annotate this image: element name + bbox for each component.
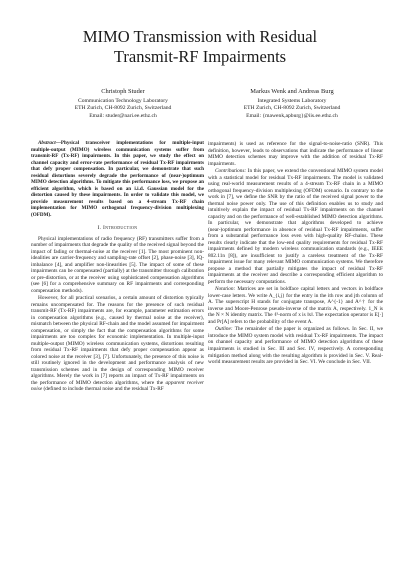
right-column: [208, 141, 383, 366]
title-line-1: MIMO Transmission with Residual: [82, 27, 318, 46]
author-name: Markus Wenk and Andreas Burg: [250, 88, 334, 95]
abstract: [31, 140, 204, 218]
author-email: Email: {mawenk,apburg}@iis.ee.ethz.ch: [246, 112, 338, 119]
intro-paragraph-2b: (defined to include thermal noise and the residual Tx-RF: [42, 386, 164, 393]
notation-paragraph: [208, 286, 383, 325]
outline-label: Outline:: [215, 326, 233, 333]
intro-paragraph-2: [31, 295, 204, 393]
intro-paragraph-1: Physical implementations of radio frequency (RF) transmitters suffer from a number of impairments that degrade the quality of the received signal beyond the impact of fading or thermal-noise at the receiver [1]. The most prominent non-idealities are carrier-frequency and sampling-rate offset [2], phase-noise [3], IQ-imbalance [4], and amplifier non-linearities [5]. The impact of some of these impairments can be compensated (partially) at the transmitter through calibration or pre-distortion, or at the receiver using sophisticated compensation algorithms (see [6] for a comprehensive summary on RF impairments and corresponding compensation methods).: [31, 235, 204, 294]
abstract-text: —Physical transceiver implementations for multiple-input multiple-output (MIMO) wireless communication systems suffer from transmit-RF (Tx-RF) impairments. In this paper, we study the effect on channel capacity and error-rate performance of residual Tx-RF impairments that defy proper compensation. In particular, we demonstrate that such residual distortions severely degrade the performance of (near-)optimum MIMO detection algorithms. To mitigate this performance loss, we propose an efficient algorithm, which is based on an i.i.d. Gaussian model for the distortion caused by these impairments. In order to validate this model, we provide measurement results based on a 4-stream Tx-RF chain implementation for MIMO orthogonal frequency-division multiplexing (OFDM).: [31, 140, 204, 218]
notation-label: Notation:: [215, 286, 236, 293]
author-email: Email: studer@nari.ee.ethz.ch: [89, 112, 157, 119]
left-column: [31, 140, 204, 393]
paper-title: [0, 27, 400, 67]
author-name: Christoph Studer: [101, 88, 145, 95]
title-line-2: Transmit-RF Impairments: [113, 47, 287, 66]
intro-paragraph-2a: However, for all practical scenarios, a certain amount of distortion typically remains uncompensated for. The reasons for the presence of such residual transmit-RF (Tx-RF) impairments are, for example, parameter estimation errors in compensation algorithms (e.g., caused by thermal noise at the receiver), mismatch between the physical RF-chain and the model assumed for impairment compensation, or simply the fact that the compensation algorithms for some impairments are too complex for economic implementation. In multiple-input multiple-output (MIMO) wireless communication systems, distortions resulting from residual Tx-RF impairments that defy proper compensation appear as colored noise at the receiver [3], [7]. Unfortunately, the presence of this noise is still routinely ignored in the development and performance analysis of new transmission schemes and in the design of corresponding MIMO receiver algorithms. Merely the work in [7] reports an impact of Tx-RF impairments on the performance of MIMO detection algorithms, where the: [31, 295, 204, 386]
author-institution: ETH Zurich, CH-8092 Zurich, Switzerland: [243, 105, 341, 112]
intro-emphasis: apparent receiver noise: [31, 379, 204, 393]
notation-text: Matrices are set in boldface capital letters and vectors in boldface lower-case letters. We write A_{i,j} for the entry in the ith row and jth column of A. The superscript H stands for conjugate transpose, A^{-1} and A^† for the inverse and Moore-Penrose pseudo-inverse of the matrix A, respectively. 1_N is the N × N identity matrix. The ℓ²-norm of x is ‖x‖. The expectation operator is E[·] and Pr[A] refers to the probability of the event A.: [208, 286, 383, 325]
author-lab: Integrated Systems Laboratory: [257, 97, 327, 104]
author-lab: Communication Technology Laboratory: [78, 97, 168, 104]
author-institution: ETH Zurich, CH-8092 Zurich, Switzerland: [74, 105, 172, 112]
contributions-paragraph: [208, 168, 383, 285]
contributions-text: In this paper, we extend the conventional MIMO system model with a statistical model for residual Tx-RF impairments. The model is validated using real-world measurement results of a 4-stream Tx-RF chain in a MIMO orthogonal frequency-division multiplexing (OFDM) scenario. In contrary to the work in [7], we define the SNR by the ratio of the received signal power to the thermal noise power only. The use of this definition enables us to study and intuitively explain the impact of residual Tx-RF impairments on the channel capacity and on the performance of well-established MIMO detection algorithms. In particular, we demonstrate that algorithms developed to achieve (near-)optimum performance in absence of residual Tx-RF impairments, suffer from a substantial performance loss even with high-quality RF-chains. These results clearly indicate that the low-end quality requirements for residual Tx-RF impairments defined by modern wireless communication standards (e.g., IEEE 802.11n [8]), are insufficient to justify a careless treatment of the Tx-RF impairment issue for many relevant MIMO communication systems. We therefore propose a method that partially mitigates the impact of residual Tx-RF impairments at the receiver and describe a corresponding efficient algorithm to perform the necessary computations.: [208, 168, 383, 285]
section-heading: I. Introduction: [97, 225, 138, 231]
outline-text: The remainder of the paper is organized as follows. In Sec. II, we introduce the MIMO system model with residual Tx-RF impairments. The impact on channel capacity and performance of MIMO detection algorithms of these impairments is studied in Sec. III and Sec. IV, respectively. A corresponding mitigation method along with the resulting algorithm is provided in Sec. V. Real-world measurement results are provided in Sec. VI. We conclude in Sec. VII.: [208, 326, 383, 366]
author-block-2: [212, 88, 372, 120]
author-block-1: [38, 88, 208, 120]
outline-paragraph: [208, 326, 383, 365]
contributions-label: Contributions:: [215, 168, 247, 175]
abstract-label: Abstract: [38, 140, 56, 146]
intro-continued: impairments) is used as reference for the signal-to-noise-ratio (SNR). This definition, however, leads to observations that indicate the performance of linear MIMO detection schemes may improve with the addition of residual Tx-RF impairments.: [208, 141, 383, 167]
